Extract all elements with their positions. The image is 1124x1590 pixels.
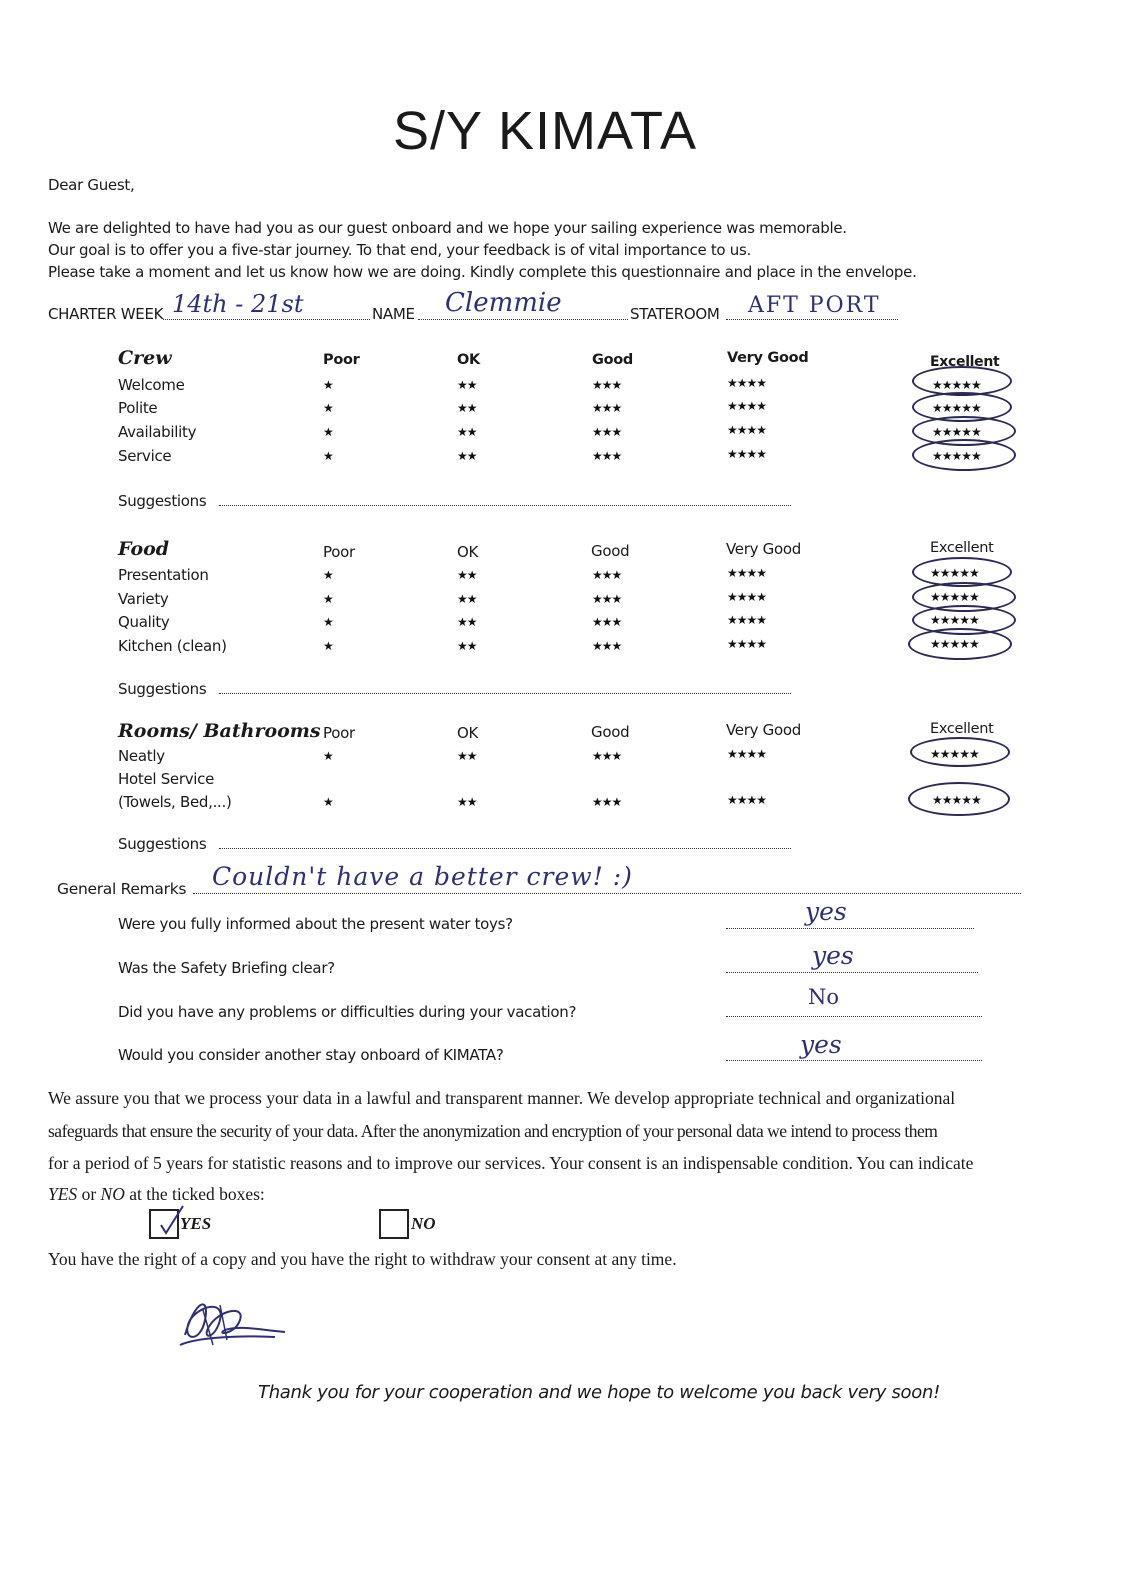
star-5-selected[interactable]: ★★★★★ — [932, 401, 981, 415]
food-quality-label: Quality — [118, 613, 170, 631]
rooms-suggestions-field[interactable] — [219, 848, 791, 849]
col-ok: OK — [457, 352, 480, 368]
star-2[interactable]: ★★ — [457, 615, 477, 629]
col-excellent: Excellent — [930, 354, 1000, 370]
food-suggestions-field[interactable] — [219, 693, 791, 694]
star-1[interactable]: ★ — [323, 795, 333, 809]
star-3[interactable]: ★★★ — [592, 749, 622, 763]
star-1[interactable]: ★ — [323, 639, 333, 653]
star-4[interactable]: ★★★★ — [727, 747, 767, 761]
answer-problems[interactable]: No — [808, 985, 840, 1009]
signature — [165, 1290, 295, 1360]
question-problems: Did you have any problems or difficulties during your vacation? — [118, 1003, 577, 1021]
star-3[interactable]: ★★★ — [592, 592, 622, 606]
col-very-good: Very Good — [727, 350, 809, 366]
col-good: Good — [592, 352, 634, 368]
selection-circle — [908, 628, 1012, 660]
name-label: NAME — [372, 305, 415, 323]
star-2[interactable]: ★★ — [457, 592, 477, 606]
star-2[interactable]: ★★ — [457, 568, 477, 582]
section-title-crew: Crew — [118, 347, 172, 369]
col-very-good: Very Good — [726, 540, 801, 558]
answer-line — [726, 972, 978, 973]
rooms-hotel-service-sublabel: (Towels, Bed,...) — [118, 793, 232, 811]
charter-week-line — [163, 319, 370, 320]
answer-line — [726, 1016, 982, 1017]
star-1[interactable]: ★ — [323, 568, 333, 582]
consent-rights: You have the right of a copy and you have the right to withdraw your consent at any time. — [48, 1249, 677, 1269]
general-remarks-label: General Remarks — [57, 880, 187, 898]
question-water-toys: Were you fully informed about the present water toys? — [118, 915, 513, 933]
food-presentation-label: Presentation — [118, 566, 209, 584]
star-4[interactable]: ★★★★ — [727, 423, 767, 437]
star-4[interactable]: ★★★★ — [727, 566, 767, 580]
star-1[interactable]: ★ — [323, 449, 333, 463]
charter-week-field[interactable]: 14th - 21st — [172, 290, 304, 318]
stateroom-field[interactable]: AFT PORT — [748, 293, 881, 318]
col-excellent: Excellent — [930, 721, 994, 737]
star-4[interactable]: ★★★★ — [727, 376, 767, 390]
star-1[interactable]: ★ — [323, 615, 333, 629]
star-3[interactable]: ★★★ — [592, 449, 622, 463]
consent-no-checkbox[interactable] — [379, 1209, 409, 1239]
crew-service-label: Service — [118, 447, 172, 465]
star-4[interactable]: ★★★★ — [727, 447, 767, 461]
consent-line-1: We assure you that we process your data in a lawful and transparent manner. We develop appropriate technical and organizational — [48, 1088, 956, 1108]
star-3[interactable]: ★★★ — [592, 615, 622, 629]
answer-line — [726, 1060, 982, 1061]
question-safety-briefing: Was the Safety Briefing clear? — [118, 959, 335, 977]
crew-welcome-label: Welcome — [118, 376, 185, 394]
col-poor: Poor — [323, 352, 360, 368]
consent-rest: at the ticked boxes: — [124, 1184, 265, 1204]
star-1[interactable]: ★ — [323, 425, 333, 439]
star-4[interactable]: ★★★★ — [727, 613, 767, 627]
star-2[interactable]: ★★ — [457, 401, 477, 415]
consent-no-word: NO — [100, 1184, 125, 1204]
col-very-good: Very Good — [726, 721, 801, 739]
charter-week-label: CHARTER WEEK — [48, 305, 164, 323]
star-5-selected[interactable]: ★★★★★ — [932, 793, 981, 807]
col-poor: Poor — [323, 724, 355, 742]
stateroom-label: STATEROOM — [630, 305, 720, 323]
rooms-suggestions-label: Suggestions — [118, 835, 207, 853]
closing-message: Thank you for your cooperation and we hope to welcome you back very soon! — [258, 1382, 940, 1403]
star-2[interactable]: ★★ — [457, 378, 477, 392]
star-2[interactable]: ★★ — [457, 449, 477, 463]
crew-suggestions-label: Suggestions — [118, 492, 207, 510]
star-1[interactable]: ★ — [323, 592, 333, 606]
star-3[interactable]: ★★★ — [592, 795, 622, 809]
food-variety-label: Variety — [118, 590, 169, 608]
star-5-selected[interactable]: ★★★★★ — [930, 590, 979, 604]
star-2[interactable]: ★★ — [457, 749, 477, 763]
col-poor: Poor — [323, 543, 355, 561]
answer-line — [726, 928, 974, 929]
col-excellent: Excellent — [930, 540, 994, 556]
star-3[interactable]: ★★★ — [592, 425, 622, 439]
name-field[interactable]: Clemmie — [445, 288, 562, 318]
intro-line-1: We are delighted to have had you as our guest onboard and we hope your sailing experience was memorable. — [48, 219, 847, 237]
rooms-neatly-label: Neatly — [118, 747, 165, 765]
star-2[interactable]: ★★ — [457, 639, 477, 653]
star-2[interactable]: ★★ — [457, 795, 477, 809]
food-kitchen-label: Kitchen (clean) — [118, 637, 227, 655]
stateroom-line — [726, 319, 898, 320]
star-1[interactable]: ★ — [323, 378, 333, 392]
star-5-selected[interactable]: ★★★★★ — [932, 378, 981, 392]
star-5-selected[interactable]: ★★★★★ — [930, 637, 979, 651]
section-title-rooms: Rooms/ Bathrooms — [118, 720, 321, 742]
consent-no-label: NO — [411, 1214, 436, 1233]
crew-polite-label: Polite — [118, 399, 158, 417]
consent-yes-word: YES — [48, 1184, 78, 1204]
star-5-selected[interactable]: ★★★★★ — [930, 566, 979, 580]
selection-circle — [910, 737, 1010, 767]
star-3[interactable]: ★★★ — [592, 568, 622, 582]
page-title: S/Y KIMATA — [392, 101, 698, 161]
col-good: Good — [591, 723, 630, 741]
col-ok: OK — [457, 724, 479, 742]
answer-water-toys[interactable]: yes — [805, 897, 847, 926]
consent-yes-label: YES — [180, 1214, 212, 1233]
consent-line-3: for a period of 5 years for statistic reasons and to improve our services. Your consent is an indispensable condition. You can indicate — [48, 1153, 974, 1173]
star-2[interactable]: ★★ — [457, 425, 477, 439]
star-4[interactable]: ★★★★ — [727, 793, 767, 807]
star-5-selected[interactable]: ★★★★★ — [930, 613, 979, 627]
star-3[interactable]: ★★★ — [592, 401, 622, 415]
answer-safety-briefing[interactable]: yes — [812, 941, 854, 970]
col-good: Good — [591, 542, 630, 560]
intro-line-3: Please take a moment and let us know how we are doing. Kindly complete this questionnaire and place in the envelope. — [48, 263, 917, 281]
general-remarks-field[interactable]: Couldn't have a better crew! :) — [212, 862, 633, 891]
star-1[interactable]: ★ — [323, 401, 333, 415]
star-5-selected[interactable]: ★★★★★ — [932, 425, 981, 439]
crew-availability-label: Availability — [118, 423, 197, 441]
star-4[interactable]: ★★★★ — [727, 590, 767, 604]
consent-line-2: safeguards that ensure the security of your data. After the anonymization and encryption of your personal data we intend to process them — [48, 1121, 938, 1141]
star-5-selected[interactable]: ★★★★★ — [932, 449, 981, 463]
star-5-selected[interactable]: ★★★★★ — [930, 747, 979, 761]
question-another-stay: Would you consider another stay onboard of KIMATA? — [118, 1046, 504, 1064]
selection-circle — [912, 439, 1016, 471]
star-4[interactable]: ★★★★ — [727, 637, 767, 651]
food-suggestions-label: Suggestions — [118, 680, 207, 698]
star-3[interactable]: ★★★ — [592, 639, 622, 653]
consent-yes-checkbox[interactable] — [149, 1209, 179, 1239]
rooms-hotel-service-label: Hotel Service — [118, 770, 215, 788]
crew-suggestions-field[interactable] — [219, 505, 791, 506]
col-ok: OK — [457, 543, 479, 561]
star-3[interactable]: ★★★ — [592, 378, 622, 392]
star-4[interactable]: ★★★★ — [727, 399, 767, 413]
section-title-food: Food — [118, 538, 170, 560]
consent-line-4 — [48, 1184, 265, 1205]
general-remarks-line — [193, 893, 1021, 894]
name-line — [418, 319, 628, 320]
selection-circle — [908, 782, 1010, 816]
star-1[interactable]: ★ — [323, 749, 333, 763]
consent-or-word: or — [77, 1184, 101, 1204]
salutation: Dear Guest, — [48, 176, 135, 194]
answer-another-stay[interactable]: yes — [800, 1030, 842, 1059]
intro-line-2: Our goal is to offer you a five-star journey. To that end, your feedback is of vital importance to us. — [48, 241, 751, 259]
